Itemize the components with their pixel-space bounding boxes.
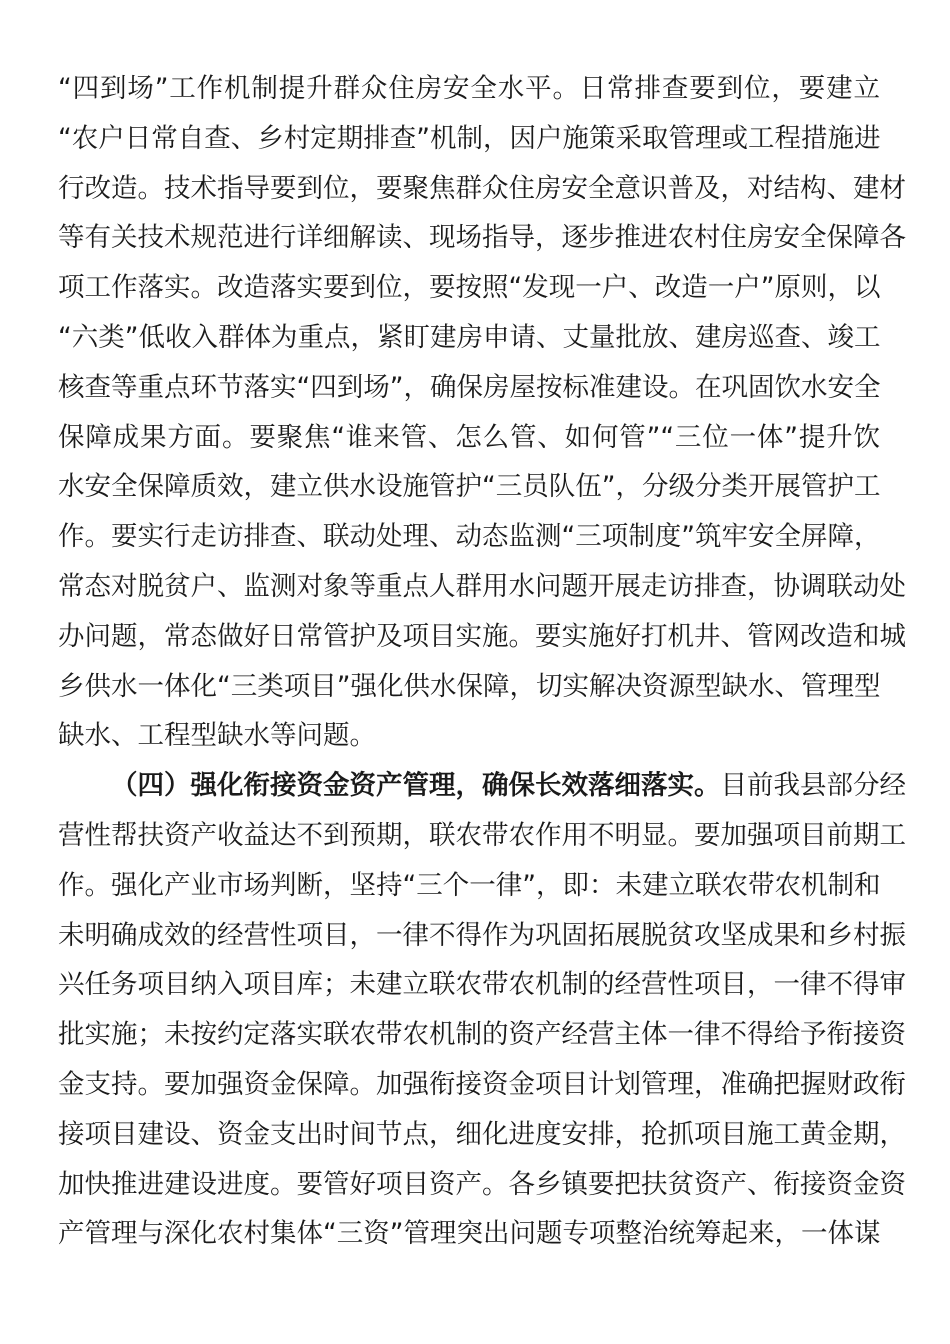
text-line: “四到场”工作机制提升群众住房安全水平。日常排查要到位，要建立 [58,73,880,104]
text-line: 加快推进建设进度。要管好项目资产。各乡镇要把扶贫资产、衔接资金资 [58,1168,906,1200]
text-line: 保障成果方面。要聚焦“谁来管、怎么管、如何管”“三位一体”提升饮 [58,421,880,453]
text-line: 核查等重点环节落实“四到场”，确保房屋按标准建设。在巩固饮水安全 [58,371,881,403]
text-line: “六类”低收入群体为重点，紧盯建房申请、丈量批放、建房巡查、竣工 [58,321,881,353]
paragraph-housing-water [58,64,906,761]
text-line: 金支持。要加强资金保障。加强衔接资金项目计划管理，准确把握财政衔 [58,1068,906,1100]
heading-continuation: 目前我县部分经 [720,770,906,802]
text-line: 兴任务项目纳入项目库；未建立联农带农机制的经营性项目，一律不得审 [58,969,906,1001]
text-line: 作。要实行走访排查、联动处理、动态监测“三项制度”筑牢安全屏障， [58,521,881,553]
text-line: 项工作落实。改造落实要到位，要按照“发现一户、改造一户”原则，以 [58,272,881,304]
body-text [58,64,906,1259]
text-line: 行改造。技术指导要到位，要聚焦群众住房安全意识普及，对结构、建材 [58,172,906,204]
paragraph-funds-assets [58,761,906,1259]
text-line: 批实施；未按约定落实联农带农机制的资产经营主体一律不得给予衔接资 [58,1019,906,1051]
text-line: 未明确成效的经营性项目，一律不得作为巩固拓展脱贫攻坚成果和乡村振 [58,919,906,951]
text-line: “农户日常自查、乡村定期排查”机制，因户施策采取管理或工程措施进 [58,122,881,154]
text-line: 缺水、工程型缺水等问题。 [58,720,376,752]
text-line: 水安全保障质效，建立供水设施管护“三员队伍”，分级分类开展管护工 [58,471,881,503]
text-line: 常态对脱贫户、监测对象等重点人群用水问题开展走访排查，协调联动处 [58,570,906,602]
text-line: 乡供水一体化“三类项目”强化供水保障，切实解决资源型缺水、管理型 [58,670,881,702]
text-line: 办问题，常态做好日常管护及项目实施。要实施好打机井、管网改造和城 [58,620,906,652]
section-heading: （四）强化衔接资金资产管理，确保长效落细落实。 [111,770,721,802]
text-line-first [58,761,906,811]
text-line: 作。强化产业市场判断，坚持“三个一律”，即：未建立联农带农机制和 [58,869,881,901]
text-line: 营性帮扶资产收益达不到预期，联农带农作用不明显。要加强项目前期工 [58,819,906,851]
text-line: 产管理与深化农村集体“三资”管理突出问题专项整治统筹起来，一体谋 [58,1218,881,1250]
text-line: 接项目建设、资金支出时间节点，细化进度安排，抢抓项目施工黄金期， [58,1118,906,1150]
text-line: 等有关技术规范进行详细解读、现场指导，逐步推进农村住房安全保障各 [58,222,906,254]
